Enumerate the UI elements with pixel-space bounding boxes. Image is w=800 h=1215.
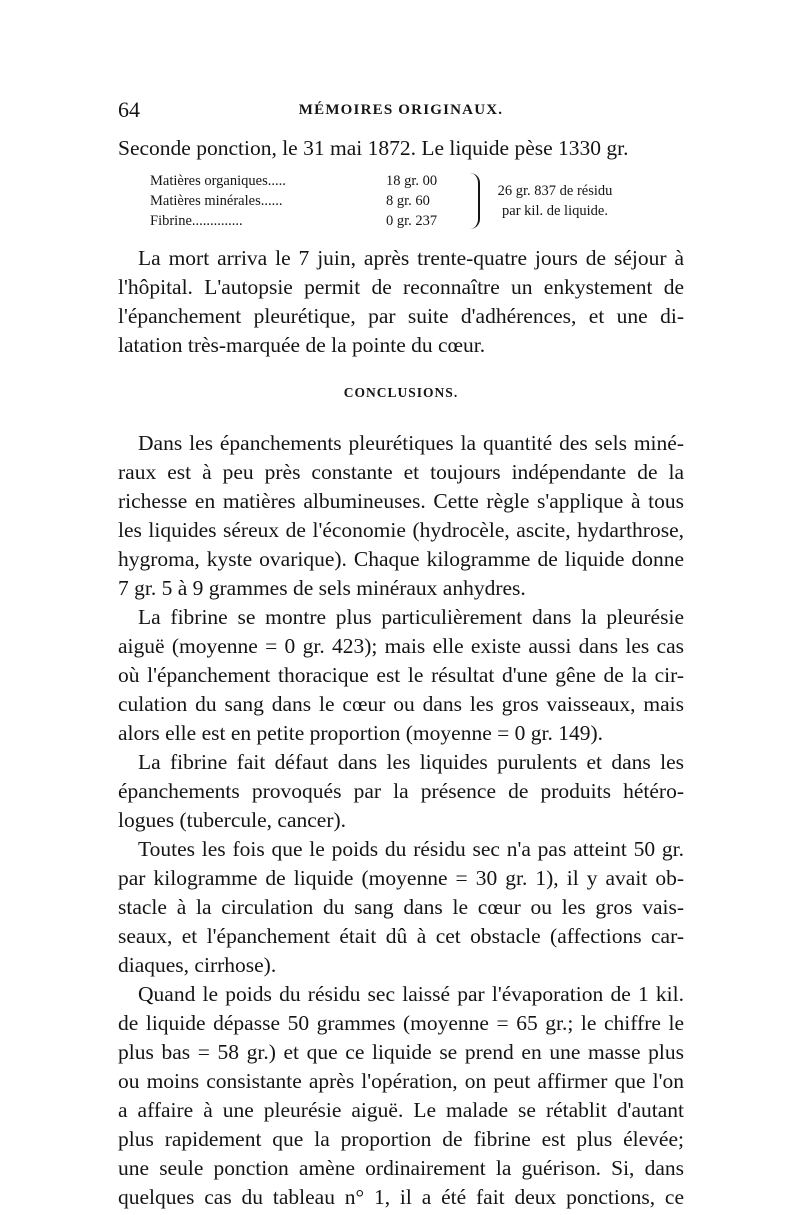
text-line: les liquides séreux de l'économie (hydrocèle, ascite, hydarthrose, bbox=[118, 518, 684, 542]
brace bbox=[470, 173, 480, 229]
text-line: hygroma, kyste ovarique). Chaque kilogramme de liquide donne bbox=[118, 547, 684, 571]
row-value: 18 gr. 00 bbox=[386, 173, 438, 189]
table-row bbox=[150, 211, 480, 231]
text-line: quelques cas du tableau n° 1, il a été fait deux ponctions, ce bbox=[118, 1185, 684, 1209]
text-line: La fibrine fait défaut dans les liquides purulents et dans les bbox=[138, 750, 684, 774]
text-line: culation du sang dans le cœur ou dans les gros vaisseaux, mais bbox=[118, 692, 684, 716]
running-title: MÉMOIRES ORIGINAUX. bbox=[298, 102, 504, 118]
text-line: épanchements provoqués par la présence de produits hétéro- bbox=[118, 779, 684, 803]
text-line: seaux, et l'épanchement était dû à cet obstacle (affections car- bbox=[118, 924, 684, 948]
row-value: 8 gr. 60 bbox=[386, 193, 430, 209]
text-line: l'hôpital. L'autopsie permit de reconnaître un enkystement de bbox=[118, 275, 684, 299]
text-line: richesse en matières albumineuses. Cette règle s'applique à tous bbox=[118, 489, 684, 513]
text-line: latation très-marquée de la pointe du cœur. bbox=[118, 333, 486, 357]
text-line: plus bas = 58 gr.) et que ce liquide se prend en une masse plus bbox=[118, 1040, 684, 1064]
text-line: aiguë (moyenne = 0 gr. 423); mais elle existe aussi dans les cas bbox=[118, 634, 684, 658]
text-line: raux est à peu près constante et toujours indépendante de la bbox=[118, 460, 684, 484]
text-line: Dans les épanchements pleurétiques la quantité des sels miné- bbox=[138, 431, 684, 455]
text-line: La mort arriva le 7 juin, après trente-quatre jours de séjour à bbox=[138, 246, 684, 270]
text-line: La fibrine se montre plus particulièrement dans la pleurésie bbox=[138, 605, 684, 629]
page-header bbox=[118, 97, 684, 127]
composition-table bbox=[150, 171, 630, 235]
text-line: alors elle est en petite proportion (moyenne = 0 gr. 149). bbox=[118, 721, 603, 745]
row-label: Matières organiques..... bbox=[150, 173, 286, 189]
text-line: Quand le poids du résidu sec laissé par l'évaporation de 1 kil. bbox=[138, 982, 684, 1006]
text-line: 7 gr. 5 à 9 grammes de sels minéraux anhydres. bbox=[118, 576, 526, 600]
text-line: stacle à la circulation du sang dans le cœur ou les gros vais- bbox=[118, 895, 684, 919]
text-line: a affaire à une pleurésie aiguë. Le malade se rétablit d'autant bbox=[118, 1098, 684, 1122]
row-label: Matières minérales...... bbox=[150, 193, 283, 209]
row-label: Fibrine.............. bbox=[150, 213, 243, 229]
text-line: diaques, cirrhose). bbox=[118, 953, 277, 977]
text-line: par kilogramme de liquide (moyenne = 30 gr. 1), il y avait ob- bbox=[118, 866, 684, 890]
text-line: logues (tubercule, cancer). bbox=[118, 808, 347, 832]
residue-total bbox=[480, 181, 630, 221]
table-row bbox=[150, 191, 480, 211]
text-line: Toutes les fois que le poids du résidu sec n'a pas atteint 50 gr. bbox=[138, 837, 684, 861]
text-line: ou moins consistante après l'opération, on peut affirmer que l'on bbox=[118, 1069, 684, 1093]
table-row bbox=[150, 171, 480, 191]
intro-line: Seconde ponction, le 31 mai 1872. Le liquide pèse 1330 gr. bbox=[118, 136, 629, 160]
residue-line: par kil. de liquide. bbox=[502, 203, 608, 219]
text-line: où l'épanchement thoracique est le résultat d'une gêne de la cir- bbox=[118, 663, 684, 687]
text-line: l'épanchement pleurétique, par suite d'adhérences, et une di- bbox=[118, 304, 684, 328]
row-value: 0 gr. 237 bbox=[386, 213, 438, 229]
text-line: plus rapidement que la proportion de fibrine est plus élevée; bbox=[118, 1127, 684, 1151]
text-line: de liquide dépasse 50 grammes (moyenne = 65 gr.; le chiffre le bbox=[118, 1011, 684, 1035]
residue-line: 26 gr. 837 de résidu bbox=[497, 183, 613, 199]
text-line: une seule ponction amène ordinairement la guérison. Si, dans bbox=[118, 1156, 684, 1180]
page-number: 64 bbox=[118, 97, 140, 122]
section-title: CONCLUSIONS. bbox=[343, 385, 459, 400]
